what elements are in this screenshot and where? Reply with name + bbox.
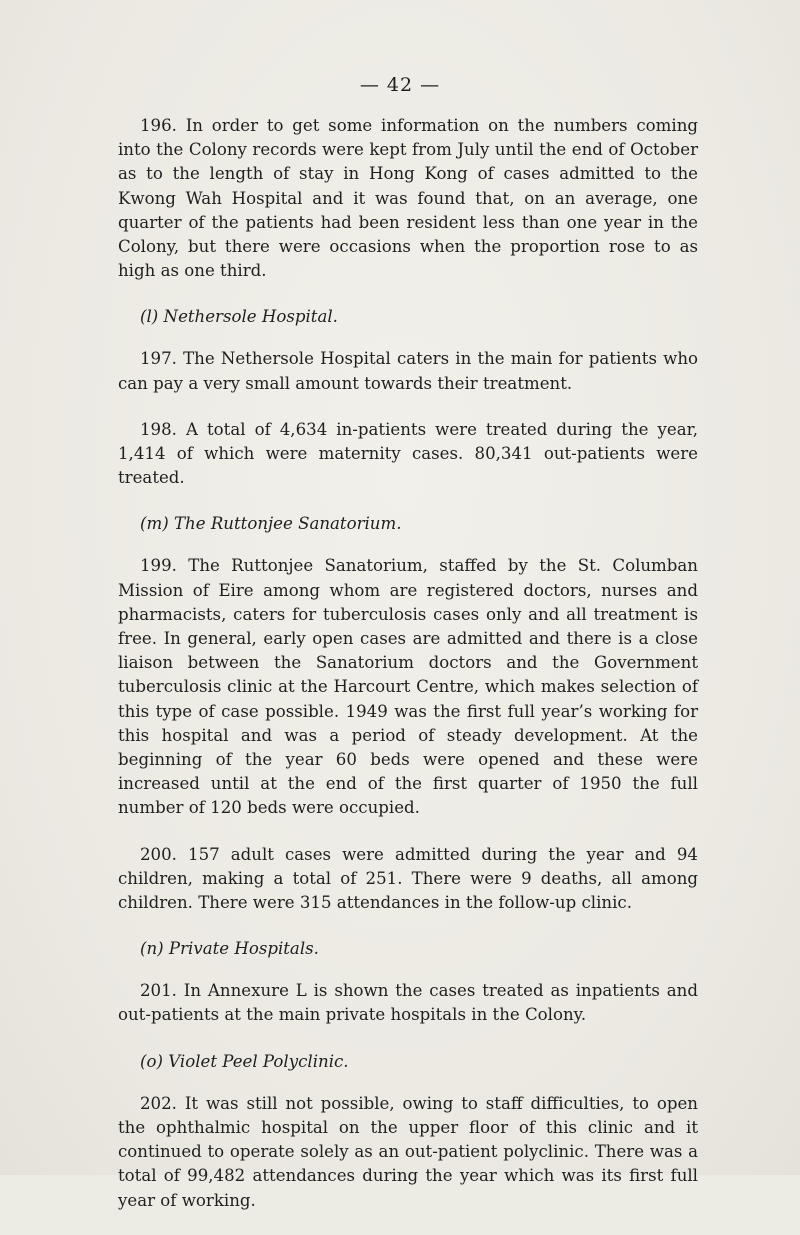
section-heading-o: [118, 1050, 698, 1074]
section-letter: (m): [140, 514, 169, 534]
section-title: The Ruttonjee Sanatorium.: [173, 514, 402, 534]
section-heading-n: [118, 937, 698, 961]
paragraph-196: 196. In order to get some information on the numbers coming into the Colony records were kept from July until the end of October as to the length of stay in Hong Kong of cases admitted to the Kwong Wah Hospital and it was found that, on an average, one quarter of the patients had been resident less than one year in the Colony, but there were occasions when the proportion rose to as high as one third.: [118, 116, 698, 281]
paragraph-201: 201. In Annexure L is shown the cases treated as inpatients and out-patients at the main private hospitals in the Colony.: [118, 981, 698, 1025]
section-letter: (l): [140, 307, 159, 327]
paragraph-199: 199. The Ruttonjee Sanatorium, staffed by the St. Columban Mission of Eire among whom are registered doctors, nurses and pharmacists, caters for tuberculosis cases only and all treatment is free. In general, early open cases are admitted and there is a close liaison between the Sanatorium doctors and the Government tuberculosis clinic at the Harcourt Centre, which makes selection of this type of case possible. 1949 was the first full year’s working for this hospital and was a period of steady development. At the beginning of the year 60 beds were opened and these were increased until at the end of the first quarter of 1950 the full number of 120 beds were occupied.: [118, 556, 698, 818]
paragraph-197: 197. The Nethersole Hospital caters in the main for patients who can pay a very small amount towards their treatment.: [118, 349, 698, 393]
page-number: — 42 —: [359, 74, 441, 96]
page-body: [118, 114, 698, 1235]
paragraph-200: 200. 157 adult cases were admitted during the year and 94 children, making a total of 251. There were 9 deaths, all among children. There were 315 attendances in the follow-up clinic.: [118, 844, 698, 913]
section-title: Private Hospitals.: [168, 939, 319, 959]
paragraph-198: 198. A total of 4,634 in-patients were treated during the year, 1,414 of which were maternity cases. 80,341 out-patients were treated.: [118, 419, 698, 488]
paragraph-202: 202. It was still not possible, owing to staff difficulties, to open the ophthalmic hospital on the upper floor of this clinic and it continued to operate solely as an out-patient polyclinic. There was a total of 99,482 attendances during the year which was its first full year of working.: [118, 1093, 698, 1210]
section-letter: (o): [140, 1051, 163, 1071]
section-letter: (n): [140, 939, 164, 959]
section-title: Nethersole Hospital.: [163, 307, 338, 327]
section-heading-l: [118, 305, 698, 329]
section-title: Violet Peel Polyclinic.: [168, 1051, 349, 1071]
section-heading-m: [118, 512, 698, 536]
